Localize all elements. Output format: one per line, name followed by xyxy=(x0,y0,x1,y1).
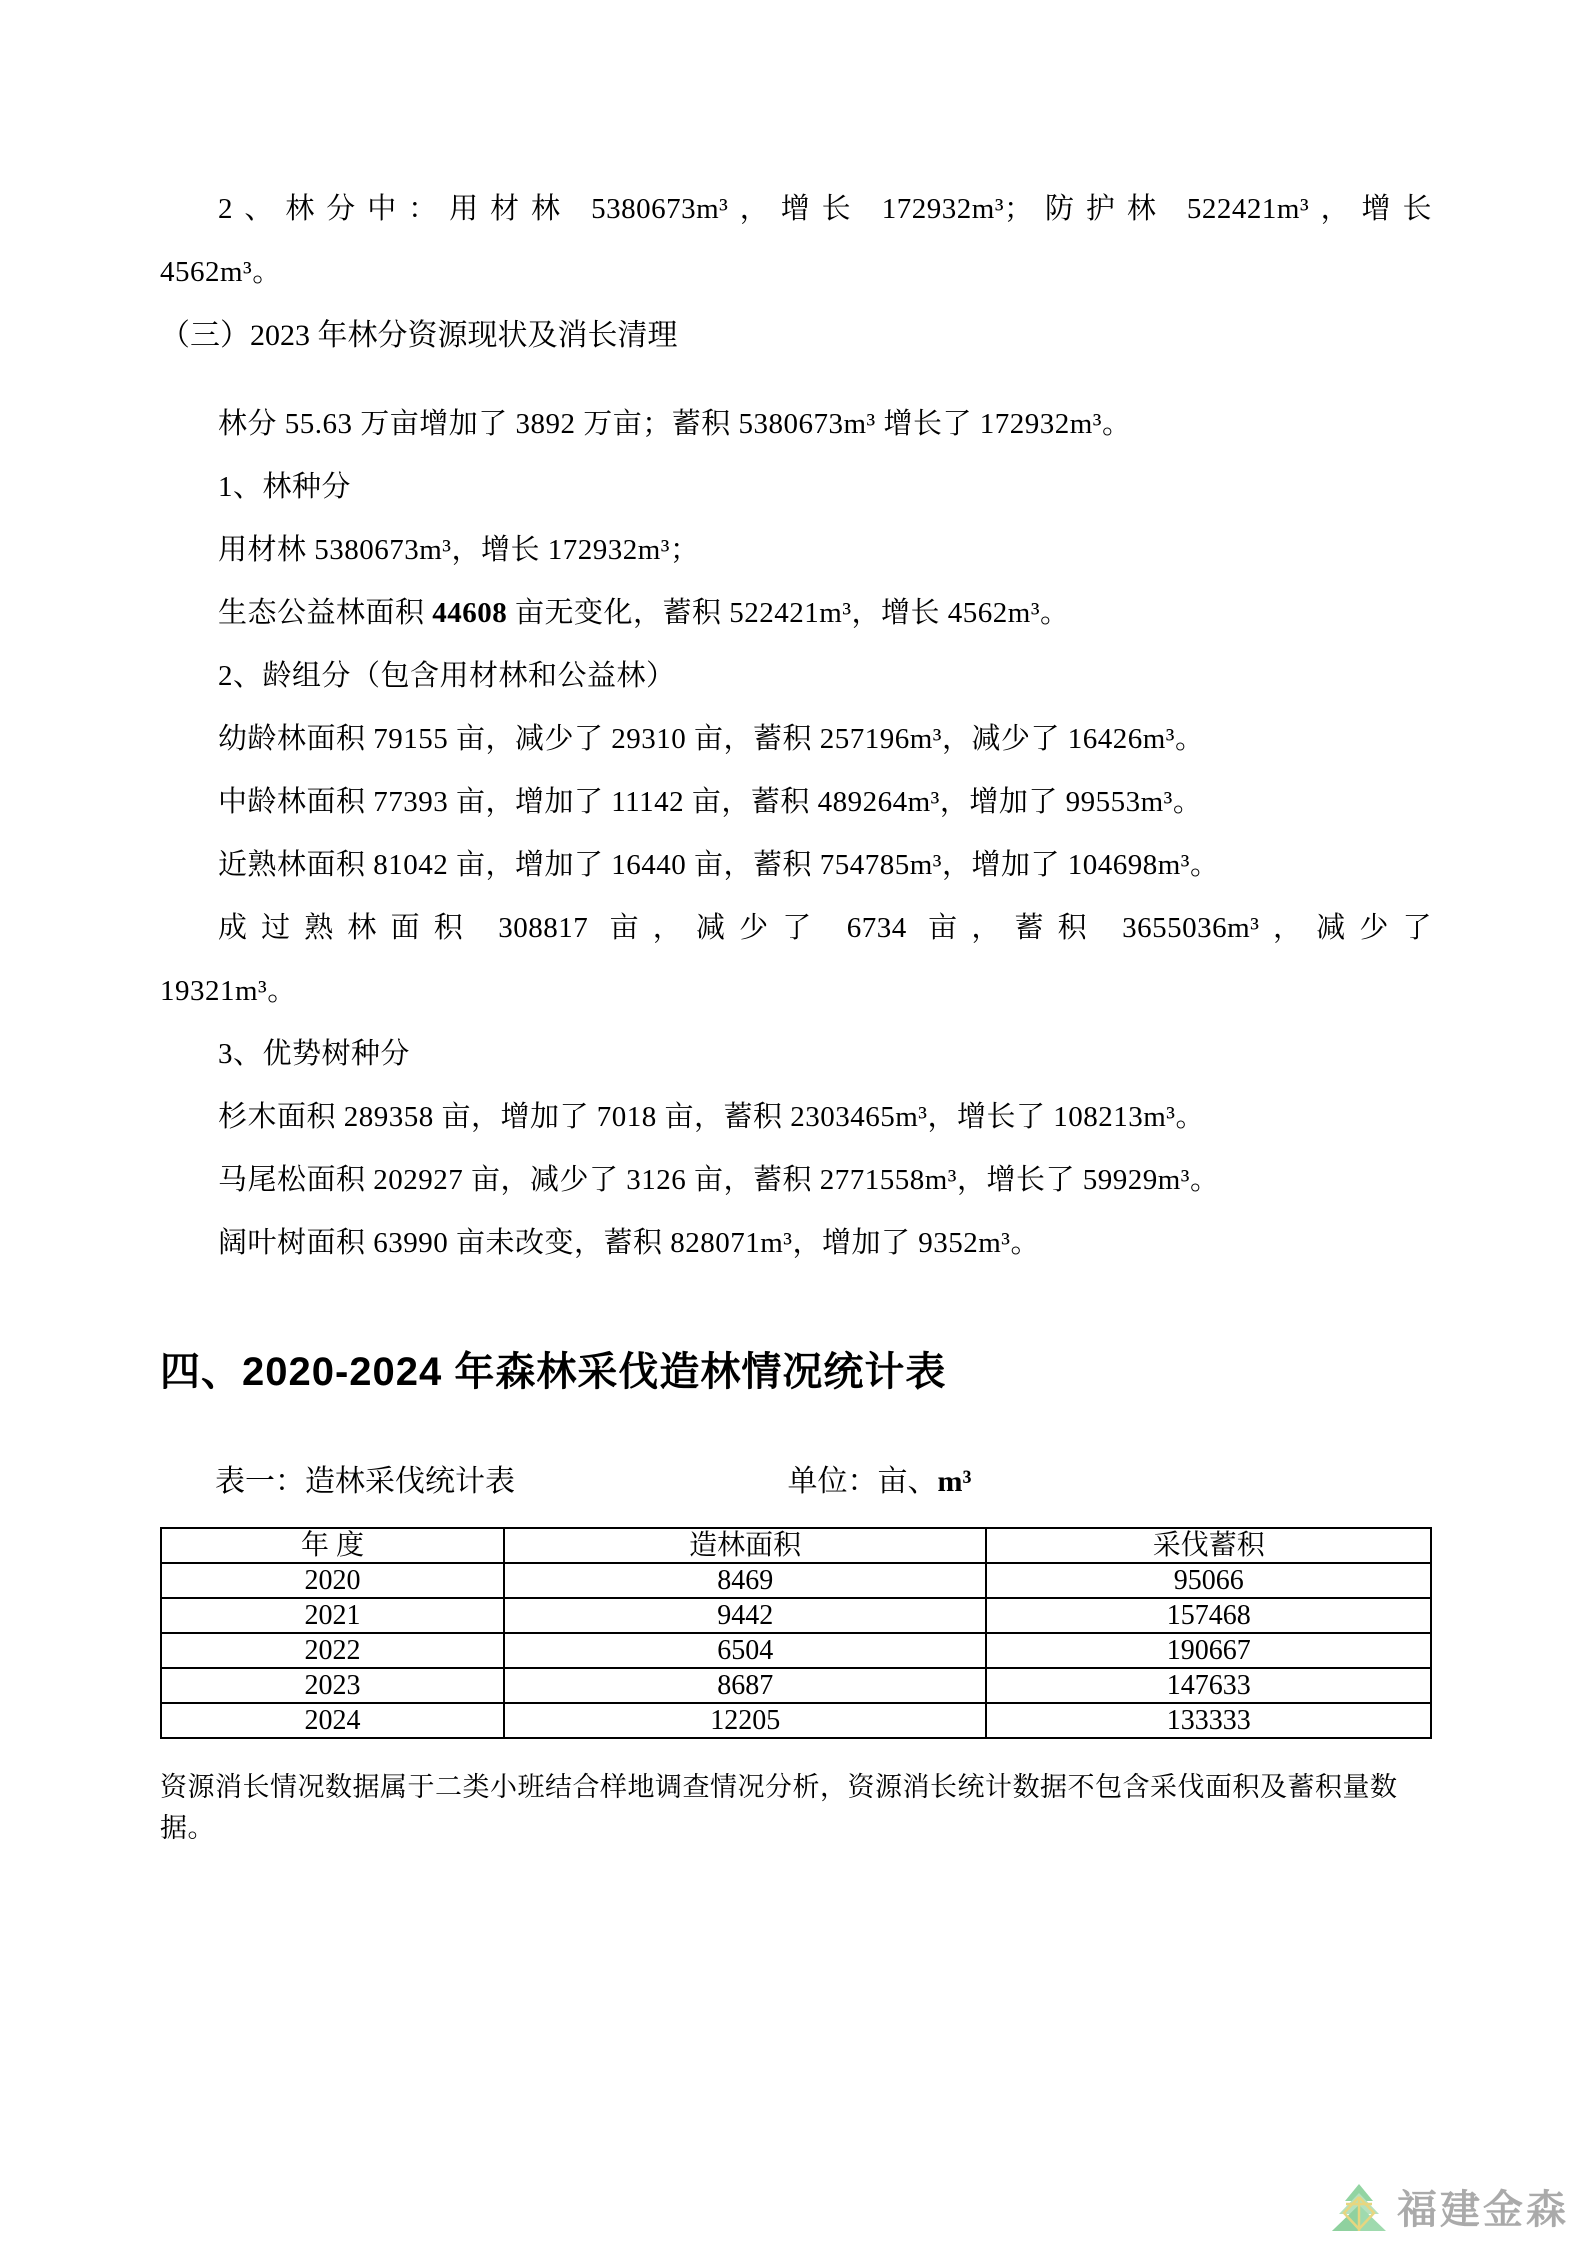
body-line xyxy=(160,582,1432,645)
company-watermark-logo xyxy=(1329,2183,1569,2237)
table-unit-label: 单位：亩、 xyxy=(787,1465,938,1498)
cell-year: 2022 xyxy=(161,1633,504,1668)
body-line: 3、优势树种分 xyxy=(218,1038,411,1070)
cell-year: 2021 xyxy=(161,1598,504,1633)
table-unit-symbol: m³ xyxy=(937,1465,972,1498)
table-row xyxy=(161,1703,1431,1738)
body-line-text: 生态公益林面积 xyxy=(218,597,433,629)
body-line: 19321m³。 xyxy=(160,975,297,1007)
body-line: 2、林分中：用材林 5380673m³，增长 172932m³；防护林 522421m³，增长 xyxy=(218,193,1432,225)
section3-heading: （三）2023 年林分资源现状及消长清理 xyxy=(160,319,678,352)
cell-volume: 95066 xyxy=(986,1563,1431,1598)
body-line: 用材林 5380673m³，增长 172932m³； xyxy=(218,534,700,566)
body-line: 近熟林面积 81042 亩，增加了 16440 亩，蓄积 754785m³，增加了 104698m³。 xyxy=(218,849,1220,881)
body-line: 成过熟林面积 308817 亩，减少了 6734 亩，蓄积 3655036m³，减少了 xyxy=(218,912,1432,944)
cell-year: 2020 xyxy=(161,1563,504,1598)
footnote: 资源消长情况数据属于二类小班结合样地调查情况分析，资源消长统计数据不包含采伐面积及蓄积量数据。 xyxy=(160,1772,1398,1843)
body-line: 幼龄林面积 79155 亩，减少了 29310 亩，蓄积 257196m³，减少了 16426m³。 xyxy=(218,723,1205,755)
cell-year: 2023 xyxy=(161,1668,504,1703)
cell-volume: 157468 xyxy=(986,1598,1431,1633)
table-row xyxy=(161,1563,1431,1598)
table-header-row xyxy=(161,1528,1431,1563)
body-line: 2、龄组分（包含用材林和公益林） xyxy=(218,660,676,692)
table-row xyxy=(161,1598,1431,1633)
column-header-harvest-volume: 采伐蓄积 xyxy=(986,1528,1431,1563)
company-logo-text: 福建金森 xyxy=(1397,2188,1569,2232)
afforestation-harvest-table xyxy=(160,1527,1432,1739)
body-line: 马尾松面积 202927 亩，减少了 3126 亩，蓄积 2771558m³，增长了 59929m³。 xyxy=(218,1164,1220,1196)
table-caption-title: 表一：造林采伐统计表 xyxy=(215,1465,515,1498)
cell-volume: 133333 xyxy=(986,1703,1431,1738)
cell-volume: 190667 xyxy=(986,1633,1431,1668)
pine-tree-logo-icon xyxy=(1329,2183,1391,2237)
column-header-afforestation-area: 造林面积 xyxy=(504,1528,987,1563)
cell-area: 8469 xyxy=(504,1563,987,1598)
body-line: 阔叶树面积 63990 亩未改变，蓄积 828071m³，增加了 9352m³。 xyxy=(218,1227,1041,1259)
body-line: 杉木面积 289358 亩，增加了 7018 亩，蓄积 2303465m³，增长了 108213m³。 xyxy=(218,1101,1206,1133)
cell-area: 12205 xyxy=(504,1703,987,1738)
body-line: 中龄林面积 77393 亩，增加了 11142 亩，蓄积 489264m³，增加了 99553m³。 xyxy=(218,786,1203,818)
table-row xyxy=(161,1633,1431,1668)
cell-area: 8687 xyxy=(504,1668,987,1703)
cell-area: 6504 xyxy=(504,1633,987,1668)
cell-year: 2024 xyxy=(161,1703,504,1738)
column-header-year: 年 度 xyxy=(161,1528,504,1563)
body-line-text: 亩无变化，蓄积 522421m³，增长 4562m³。 xyxy=(507,597,1070,629)
table-row xyxy=(161,1668,1431,1703)
bold-value: 44608 xyxy=(432,597,508,629)
cell-volume: 147633 xyxy=(986,1668,1431,1703)
body-line: 林分 55.63 万亩增加了 3892 万亩；蓄积 5380673m³ 增长了 172932m³。 xyxy=(218,408,1132,440)
cell-area: 9442 xyxy=(504,1598,987,1633)
body-line: 4562m³。 xyxy=(160,256,282,288)
body-line: 1、林种分 xyxy=(218,471,352,503)
document-content xyxy=(160,0,1432,1849)
table-caption xyxy=(160,1457,1432,1507)
section4-heading: 四、2020-2024 年森林采伐造林情况统计表 xyxy=(160,1350,947,1394)
